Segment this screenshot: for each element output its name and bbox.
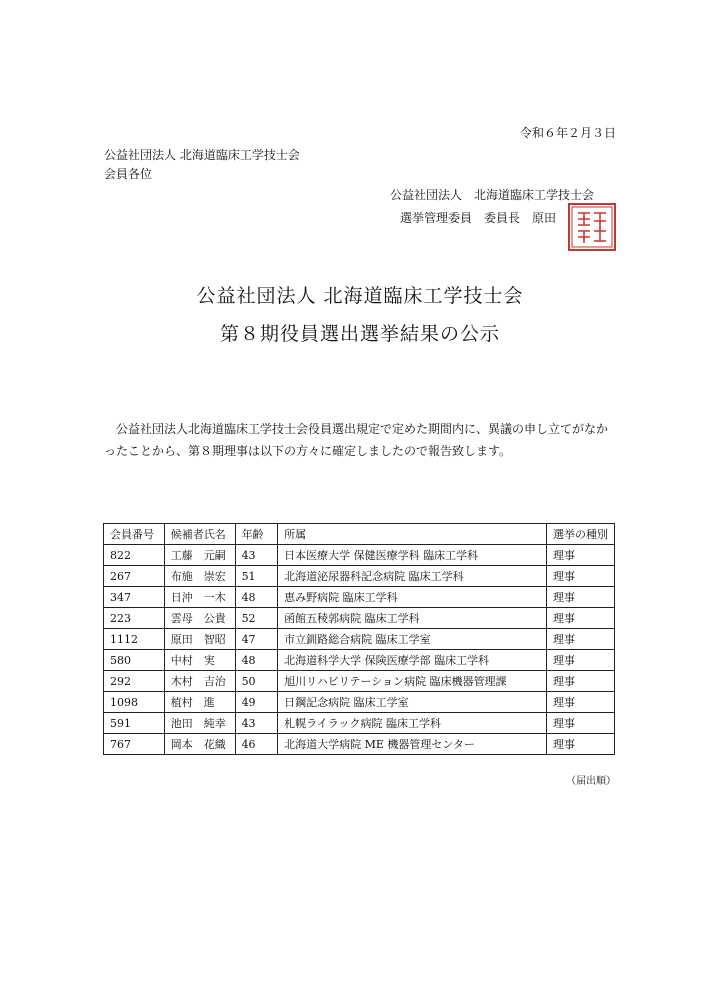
member-number: 767 bbox=[104, 734, 165, 755]
affiliation: 旭川リハビリテーション病院 臨床機器管理課 bbox=[278, 671, 547, 692]
election-results-table bbox=[103, 523, 615, 755]
age: 48 bbox=[235, 650, 278, 671]
age: 46 bbox=[235, 734, 278, 755]
affiliation: 北海道科学大学 保険医療学部 臨床工学科 bbox=[278, 650, 547, 671]
member-number: 822 bbox=[104, 545, 165, 566]
affiliation: 日鋼記念病院 臨床工学室 bbox=[278, 692, 547, 713]
table-header-row bbox=[104, 524, 615, 545]
sender-organization: 公益社団法人 北海道臨床工学技士会 bbox=[390, 188, 595, 202]
member-number: 580 bbox=[104, 650, 165, 671]
election-type: 理事 bbox=[546, 566, 614, 587]
age: 43 bbox=[235, 713, 278, 734]
election-type: 理事 bbox=[546, 734, 614, 755]
member-number: 1112 bbox=[104, 629, 165, 650]
candidate-name: 工藤 元嗣 bbox=[164, 545, 235, 566]
column-header-member-number: 会員番号 bbox=[104, 524, 165, 545]
member-number: 591 bbox=[104, 713, 165, 734]
age: 43 bbox=[235, 545, 278, 566]
affiliation: 恵み野病院 臨床工学科 bbox=[278, 587, 547, 608]
age: 48 bbox=[235, 587, 278, 608]
column-header-age: 年齢 bbox=[235, 524, 278, 545]
document-title-line-2: 第８期役員選出選挙結果の公示 bbox=[219, 323, 500, 345]
election-type: 理事 bbox=[546, 545, 614, 566]
order-note: （届出順） bbox=[566, 776, 616, 787]
member-number: 292 bbox=[104, 671, 165, 692]
election-type: 理事 bbox=[546, 713, 614, 734]
sender-title: 選挙管理委員 委員長 原田 bbox=[400, 211, 557, 225]
table-row bbox=[104, 629, 615, 650]
table-row bbox=[104, 545, 615, 566]
affiliation: 函館五稜郭病院 臨床工学科 bbox=[278, 608, 547, 629]
table-row bbox=[104, 608, 615, 629]
member-number: 223 bbox=[104, 608, 165, 629]
recipient: 会員各位 bbox=[104, 167, 153, 181]
document-title-line-1: 公益社団法人 北海道臨床工学技士会 bbox=[196, 285, 524, 307]
official-seal-stamp bbox=[568, 203, 616, 251]
table-row bbox=[104, 587, 615, 608]
election-type: 理事 bbox=[546, 650, 614, 671]
age: 47 bbox=[235, 629, 278, 650]
member-number: 267 bbox=[104, 566, 165, 587]
candidate-name: 岡本 花織 bbox=[164, 734, 235, 755]
affiliation: 市立釧路総合病院 臨床工学室 bbox=[278, 629, 547, 650]
notice-date: 令和６年２月３日 bbox=[519, 126, 616, 140]
affiliation: 北海道泌尿器科記念病院 臨床工学科 bbox=[278, 566, 547, 587]
column-header-election-type: 選挙の種別 bbox=[546, 524, 614, 545]
age: 50 bbox=[235, 671, 278, 692]
table-row bbox=[104, 692, 615, 713]
age: 51 bbox=[235, 566, 278, 587]
election-type: 理事 bbox=[546, 608, 614, 629]
table-row bbox=[104, 650, 615, 671]
affiliation: 札幌ライラック病院 臨床工学科 bbox=[278, 713, 547, 734]
affiliation: 日本医療大学 保健医療学科 臨床工学科 bbox=[278, 545, 547, 566]
election-type: 理事 bbox=[546, 692, 614, 713]
announcement-body: 公益社団法人北海道臨床工学技士会役員選出規定で定めた期間内に、異議の申し立てがなかったことから、第８期理事は以下の方々に確定しましたので報告致します。 bbox=[104, 422, 609, 458]
table-row bbox=[104, 713, 615, 734]
table-row bbox=[104, 566, 615, 587]
candidate-name: 布施 崇宏 bbox=[164, 566, 235, 587]
column-header-candidate-name: 候補者氏名 bbox=[164, 524, 235, 545]
candidate-name: 木村 吉治 bbox=[164, 671, 235, 692]
age: 52 bbox=[235, 608, 278, 629]
age: 49 bbox=[235, 692, 278, 713]
candidate-name: 中村 実 bbox=[164, 650, 235, 671]
member-number: 347 bbox=[104, 587, 165, 608]
election-type: 理事 bbox=[546, 671, 614, 692]
candidate-name: 原田 智昭 bbox=[164, 629, 235, 650]
election-type: 理事 bbox=[546, 629, 614, 650]
column-header-affiliation: 所属 bbox=[278, 524, 547, 545]
candidate-name: 池田 純幸 bbox=[164, 713, 235, 734]
election-type: 理事 bbox=[546, 587, 614, 608]
table-row bbox=[104, 671, 615, 692]
member-number: 1098 bbox=[104, 692, 165, 713]
candidate-name: 植村 進 bbox=[164, 692, 235, 713]
table-row bbox=[104, 734, 615, 755]
recipient-organization: 公益社団法人 北海道臨床工学技士会 bbox=[104, 148, 300, 162]
candidate-name: 雲母 公貴 bbox=[164, 608, 235, 629]
candidate-name: 日沖 一木 bbox=[164, 587, 235, 608]
affiliation: 北海道大学病院 ME 機器管理センター bbox=[278, 734, 547, 755]
